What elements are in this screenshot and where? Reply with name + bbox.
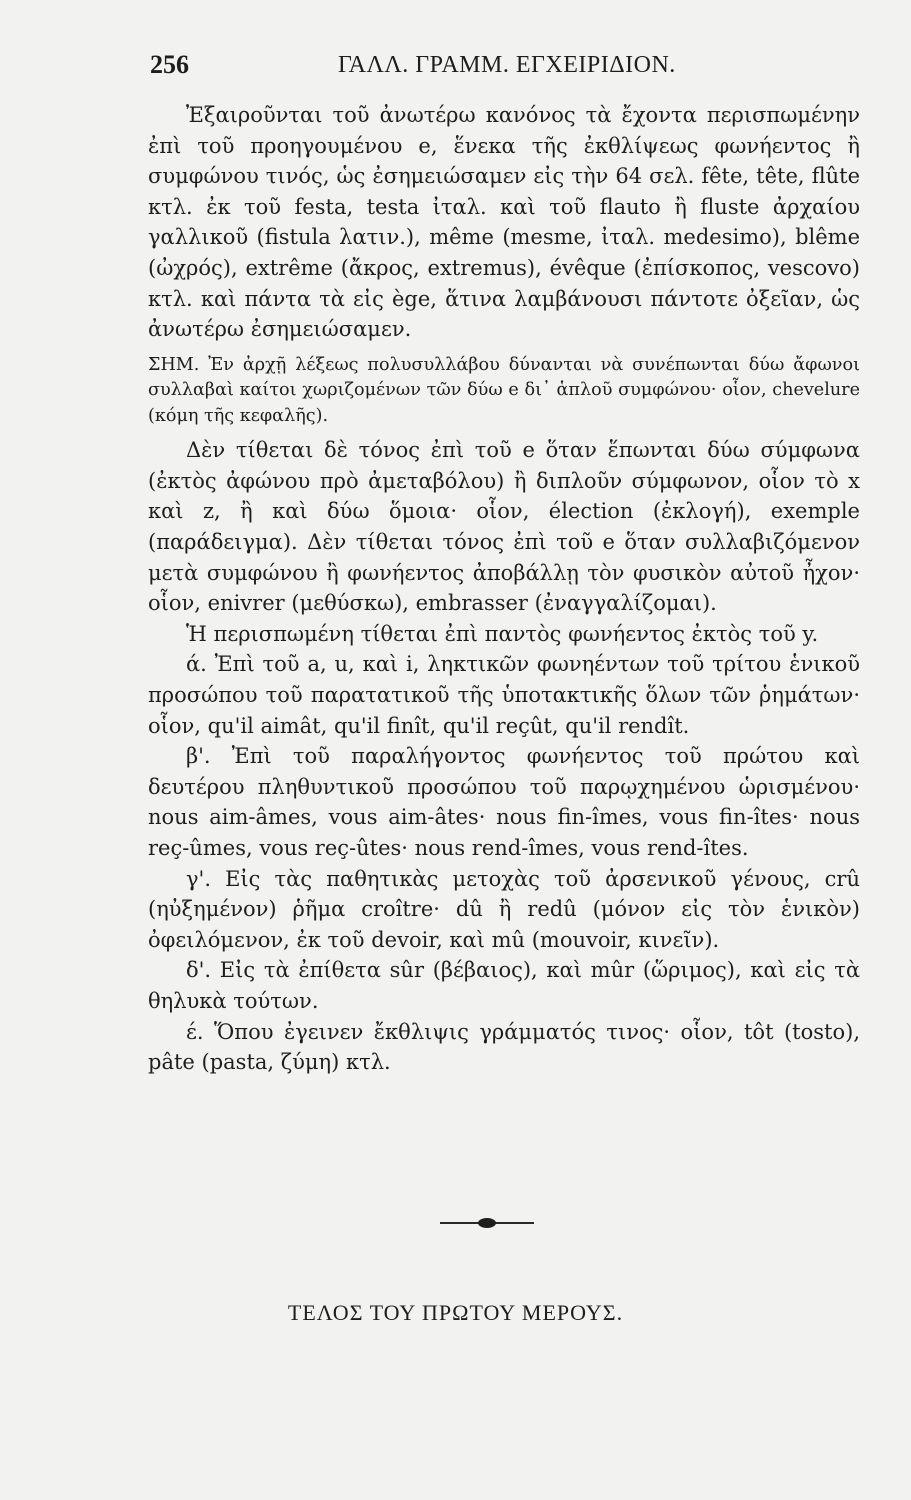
ornamental-rule-icon bbox=[440, 1218, 534, 1228]
end-title: ΤΕΛΟΣ ΤΟΥ ΠΡΩΤΟΥ ΜΕΡΟΥΣ. bbox=[287, 1300, 624, 1325]
paragraph-exceptions: Ἐξαιροῦνται τοῦ ἀνωτέρω κανόνος τὰ ἔχοντα περισπωμένην ἐπὶ τοῦ προηγουμένου e, ἕνεκα τῆς ἐκθλίψεως φωνήεντος ἢ συμφώνου τινός, ὡς ἐσημειώσαμεν εἰς τὴν 64 σελ. fête, tête, flûte κτλ. ἐκ τοῦ festa, testa ἰταλ. καὶ τοῦ flauto ἢ fluste ἀρχαίου γαλλικοῦ (fistula λατιν.), même (mesme, ἰταλ. medesimo), blême (ὠχρός), extrême (ἄκρος, extremus), évêque (ἐπίσκοπος, vescovo) κτλ. καὶ πάντα τὰ εἰς ège, ἅτινα λαμβάνουσι πάντοτε ὀξεῖαν, ὡς ἀνωτέρω ἐσημειώσαμεν. bbox=[148, 103, 860, 342]
page-number: 256 bbox=[150, 50, 189, 79]
rule-item-b: β'. Ἐπὶ τοῦ παραλήγοντος φωνήεντος τοῦ πρώτου καὶ δευτέρου πληθυντικοῦ προσώπου τοῦ παρῳχημένου ὡρισμένου· nous aim-âmes, vous aim-âtes· nous fin-îmes, vous fin-îtes· nous reç-ûmes, vous reç-ûtes· nous rend-îmes, vous rend-îtes. bbox=[148, 744, 860, 860]
rule-item-c: γ'. Εἰς τὰς παθητικὰς μετοχὰς τοῦ ἀρσενικοῦ γένους, crû (ηὐξημένον) ῥῆμα croître· dû ἢ redû (μόνον εἰς τὸν ἑνικὸν) ὀφειλόμενον, ἐκ τοῦ devoir, καὶ mû (mouvoir, κινεῖν). bbox=[148, 866, 860, 952]
rule-item-d: δ'. Εἰς τὰ ἐπίθετα sûr (βέβαιος), καὶ mûr (ὥριμος), καὶ εἰς τὰ θηλυκὰ τούτων. bbox=[148, 958, 860, 1013]
note-paragraph: ΣΗΜ. Ἐν ἀρχῇ λέξεως πολυσυλλάβου δύνανται νὰ συνέπωνται δύω ἄφωνοι συλλαβαὶ καίτοι χωριζομένων τῶν δύω e δι᾽ ἁπλοῦ συμφώνου· οἷον, chevelure (κόμη τῆς κεφαλῆς). bbox=[148, 354, 860, 426]
rule-item-e: έ. Ὅπου ἐγεινεν ἔκθλιψις γράμματός τινος· οἷον, tôt (tosto), pâte (pasta, ζύμη) κτλ. bbox=[148, 1019, 860, 1075]
paragraph-circumflex: Ἡ περισπωμένη τίθεται ἐπὶ παντὸς φωνήεντος ἐκτὸς τοῦ y. bbox=[186, 621, 819, 646]
page-header bbox=[150, 50, 780, 90]
rule-item-a: ά. Ἐπὶ τοῦ a, u, καὶ i, ληκτικῶν φωνηέντων τοῦ τρίτου ἑνικοῦ προσώπου τοῦ παρατατικοῦ τῆς ὑποτακτικῆς ὅλων τῶν ῥημάτων· οἷον, qu'il aimât, qu'il finît, qu'il reçût, qu'il rendît. bbox=[148, 652, 860, 738]
paragraph-no-accent: Δὲν τίθεται δὲ τόνος ἐπὶ τοῦ e ὅταν ἕπωνται δύω σύμφωνα (ἐκτὸς ἀφώνου πρὸ ἀμεταβόλου) ἢ διπλοῦν σύμφωνον, οἷον τὸ x καὶ z, ἢ καὶ δύω ὅμοια· οἷον, élection (ἐκλογή), exemple (παράδειγμα). Δὲν τίθεται τόνος ἐπὶ τοῦ e ὅταν συλλαβιζόμενον μετὰ συμφώνου ἢ φωνήεντος ἀποβάλλῃ τὸν φυσικὸν αὐτοῦ ἦχον· οἷον, enivrer (μεθύσκω), embrasser (ἐναγγαλίζομαι). bbox=[148, 438, 860, 616]
running-head: ΓΑΛΛ. ΓΡΑΜΜ. ΕΓΧΕΙΡΙΔΙΟΝ. bbox=[338, 52, 676, 78]
body-text bbox=[148, 100, 860, 1078]
